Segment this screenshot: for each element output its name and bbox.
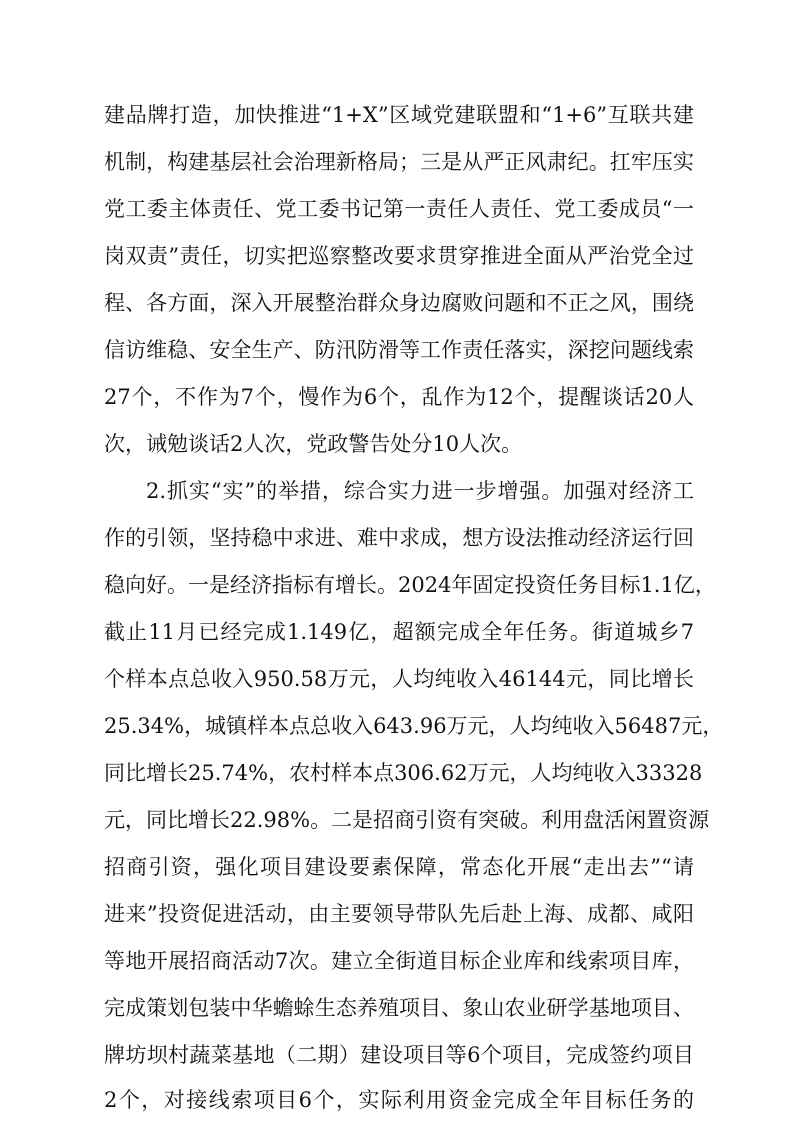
text-line: 机制，构建基层社会治理新格局；三是从严正风肃纪。扛牢压实 xyxy=(104,150,694,174)
text-line: 同比增长25.74%，农村样本点306.62万元，人均纯收入33328 xyxy=(104,761,703,785)
text-line: 建品牌打造，加快推进“1+X”区域党建联盟和“1+6”互联共建 xyxy=(104,103,694,127)
text-line: 元，同比增长22.98%。二是招商引资有突破。利用盘活闲置资源 xyxy=(104,808,710,832)
text-line: 党工委主体责任、党工委书记第一责任人责任、党工委成员“一 xyxy=(104,197,694,221)
text-line: 截止11月已经完成1.149亿，超额完成全年任务。街道城乡7 xyxy=(104,620,694,644)
text-line: 个样本点总收入950.58万元，人均纯收入46144元，同比增长 xyxy=(104,667,694,691)
text-line: 27个，不作为7个，慢作为6个，乱作为12个，提醒谈话20人 xyxy=(104,385,694,409)
paragraph-start-line: 2.抓实“实”的举措，综合实力进一步增强。加强对经济工 xyxy=(146,479,694,503)
text-line: 牌坊坝村蔬菜基地（二期）建设项目等6个项目，完成签约项目 xyxy=(104,1043,694,1067)
text-line: 次，诫勉谈话2人次，党政警告处分10人次。 xyxy=(104,432,523,456)
text-line: 招商引资，强化项目建设要素保障，常态化开展“走出去”“请 xyxy=(104,855,694,879)
text-line: 25.34%，城镇样本点总收入643.96万元，人均纯收入56487元， xyxy=(104,714,724,738)
text-line: 岗双责”责任，切实把巡察整改要求贯穿推进全面从严治党全过 xyxy=(104,244,694,268)
text-line: 完成策划包装中华蟾蜍生态养殖项目、象山农业研学基地项目、 xyxy=(104,996,694,1020)
text-line: 2个，对接线索项目6个，实际利用资金完成全年目标任务的 xyxy=(104,1088,694,1112)
text-line: 进来”投资促进活动，由主要领导带队先后赴上海、成都、咸阳 xyxy=(104,902,694,926)
text-line: 等地开展招商活动7次。建立全街道目标企业库和线索项目库， xyxy=(104,949,694,973)
text-line: 作的引领，坚持稳中求进、难中求成，想方设法推动经济运行回 xyxy=(104,526,694,550)
text-line: 稳向好。一是经济指标有增长。2024年固定投资任务目标1.1亿， xyxy=(104,573,716,597)
text-line: 信访维稳、安全生产、防汛防滑等工作责任落实，深挖问题线索 xyxy=(104,338,694,362)
text-line: 程、各方面，深入开展整治群众身边腐败问题和不正之风，围绕 xyxy=(104,291,694,315)
